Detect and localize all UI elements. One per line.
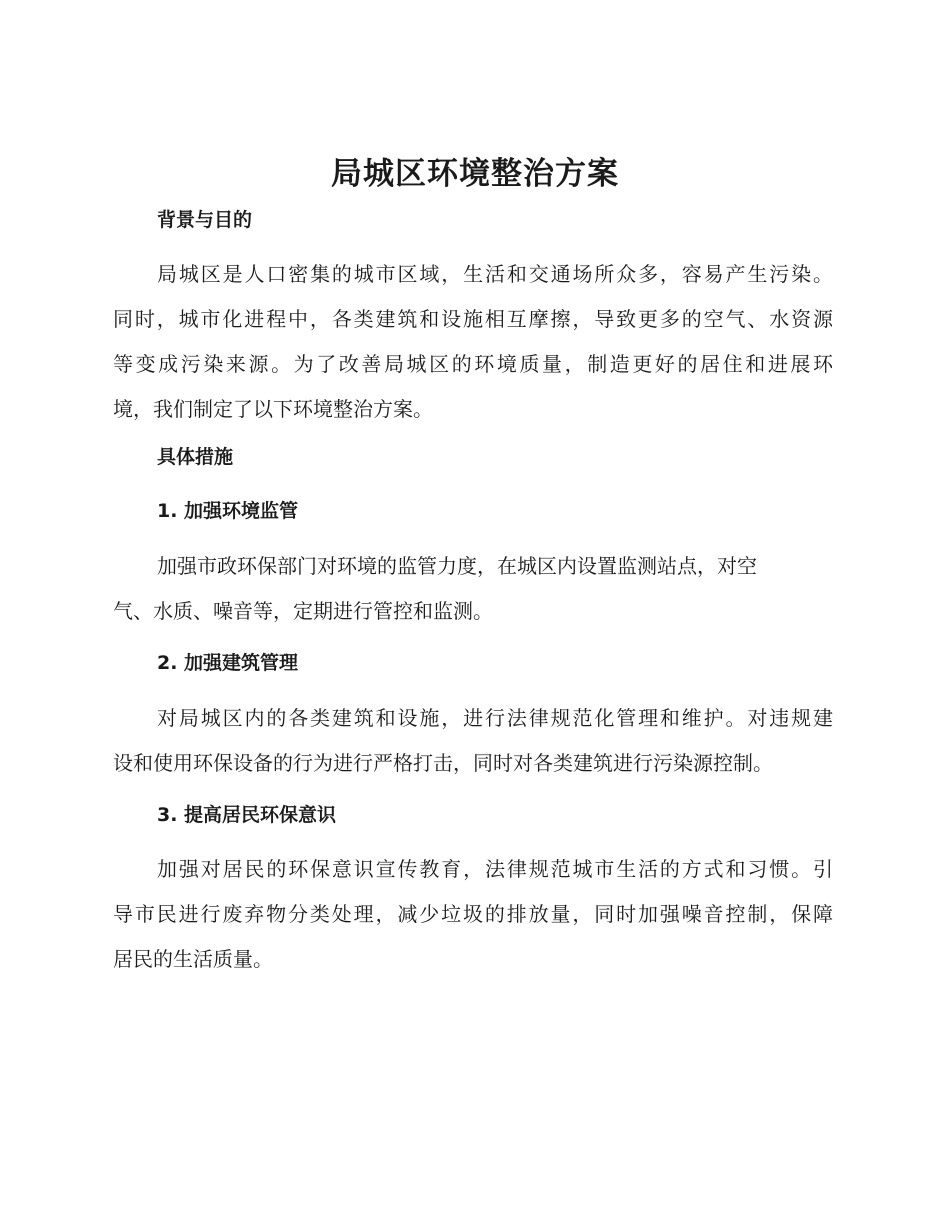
paragraph-line: 设和使用环保设备的行为进行严格打击，同时对各类建筑进行污染源控制。 <box>113 751 773 775</box>
paragraph-line: 对局城区内的各类建筑和设施，进行法律规范化管理和维护。对违规建 <box>157 706 833 730</box>
paragraph-line: 导市民进行废弃物分类处理，减少垃圾的排放量，同时加强噪音控制，保障 <box>113 902 833 926</box>
paragraph-line: 气、水质、噪音等，定期进行管控和监测。 <box>113 599 493 623</box>
measure2-paragraph <box>113 696 833 786</box>
paragraph-line: 局城区是人口密集的城市区域，生活和交通场所众多，容易产生污染。 <box>157 262 833 286</box>
measure-heading-2: 2. 加强建筑管理 <box>157 652 299 674</box>
section-heading-measures: 具体措施 <box>157 446 234 468</box>
section-heading-background: 背景与目的 <box>157 209 253 231</box>
measure-heading-1: 1. 加强环境监管 <box>157 500 299 522</box>
document-title: 局城区环境整治方案 <box>331 156 619 192</box>
paragraph-line: 加强市政环保部门对环境的监管力度，在城区内设置监测站点，对空 <box>157 554 757 578</box>
paragraph-line: 同时，城市化进程中，各类建筑和设施相互摩擦，导致更多的空气、水资源 <box>113 307 833 331</box>
paragraph-line: 境，我们制定了以下环境整治方案。 <box>113 397 433 421</box>
paragraph-line: 居民的生活质量。 <box>113 947 273 971</box>
background-paragraph <box>113 252 833 432</box>
measure-heading-3: 3. 提高居民环保意识 <box>157 804 337 826</box>
paragraph-line: 加强对居民的环保意识宣传教育，法律规范城市生活的方式和习惯。引 <box>157 857 833 881</box>
measure3-paragraph <box>113 847 833 982</box>
paragraph-line: 等变成污染来源。为了改善局城区的环境质量，制造更好的居住和进展环 <box>113 352 833 376</box>
measure1-paragraph <box>113 544 833 634</box>
